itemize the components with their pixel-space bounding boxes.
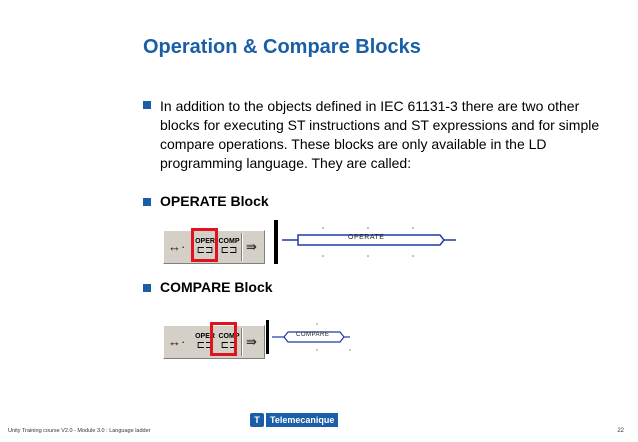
double-arrow-icon[interactable]: ⇛ (246, 334, 257, 349)
ladder-rail (274, 220, 278, 264)
compare-block-diagram (262, 318, 362, 358)
operate-block-icon: ⊏⊐ (196, 245, 214, 256)
horizontal-link-icon[interactable]: ↔· (168, 239, 186, 254)
horizontal-link-icon[interactable]: ↔· (168, 334, 186, 349)
compare-block-icon: ⊏⊐ (220, 245, 238, 256)
operate-heading: OPERATE Block (160, 193, 269, 209)
page-title: Operation & Compare Blocks (143, 36, 421, 58)
operate-button[interactable]: OPER ⊏⊐ (195, 333, 215, 351)
page-number: 22 (617, 428, 624, 434)
bullet-square (143, 284, 151, 292)
compare-block-icon: ⊏⊐ (220, 340, 238, 351)
double-arrow-icon[interactable]: ⇛ (246, 239, 257, 254)
compare-highlight (210, 322, 237, 356)
operate-highlight (191, 228, 218, 262)
compare-button[interactable]: COMP ⊏⊐ (218, 238, 240, 256)
compare-heading: COMPARE Block (160, 279, 273, 295)
footer-course: Unity Training course V2.0 - Module 3.0 : Language ladder (8, 428, 151, 434)
bullet-square (143, 198, 151, 206)
toolbar-separator (241, 328, 243, 356)
toolbar-separator (241, 233, 243, 261)
intro-paragraph: In addition to the objects defined in IEC 61131-3 there are two other blocks for executing ST instructions and ST expressions and for simple compare operations. These blocks are only available in the LD programming language. They are called: (160, 98, 600, 171)
compare-block-label: COMPARE (296, 332, 330, 338)
compare-button[interactable]: COMP ⊏⊐ (218, 333, 240, 351)
operate-block-diagram (268, 218, 468, 268)
operate-block-label: OPERATE (348, 234, 385, 241)
operate-button[interactable]: OPER ⊏⊐ (195, 238, 215, 256)
operate-block-icon: ⊏⊐ (196, 340, 214, 351)
logo-mark-icon: T (250, 413, 264, 427)
telemecanique-logo: T Telemecanique (250, 413, 338, 427)
ladder-rail (266, 320, 269, 354)
bullet-square (143, 101, 151, 109)
